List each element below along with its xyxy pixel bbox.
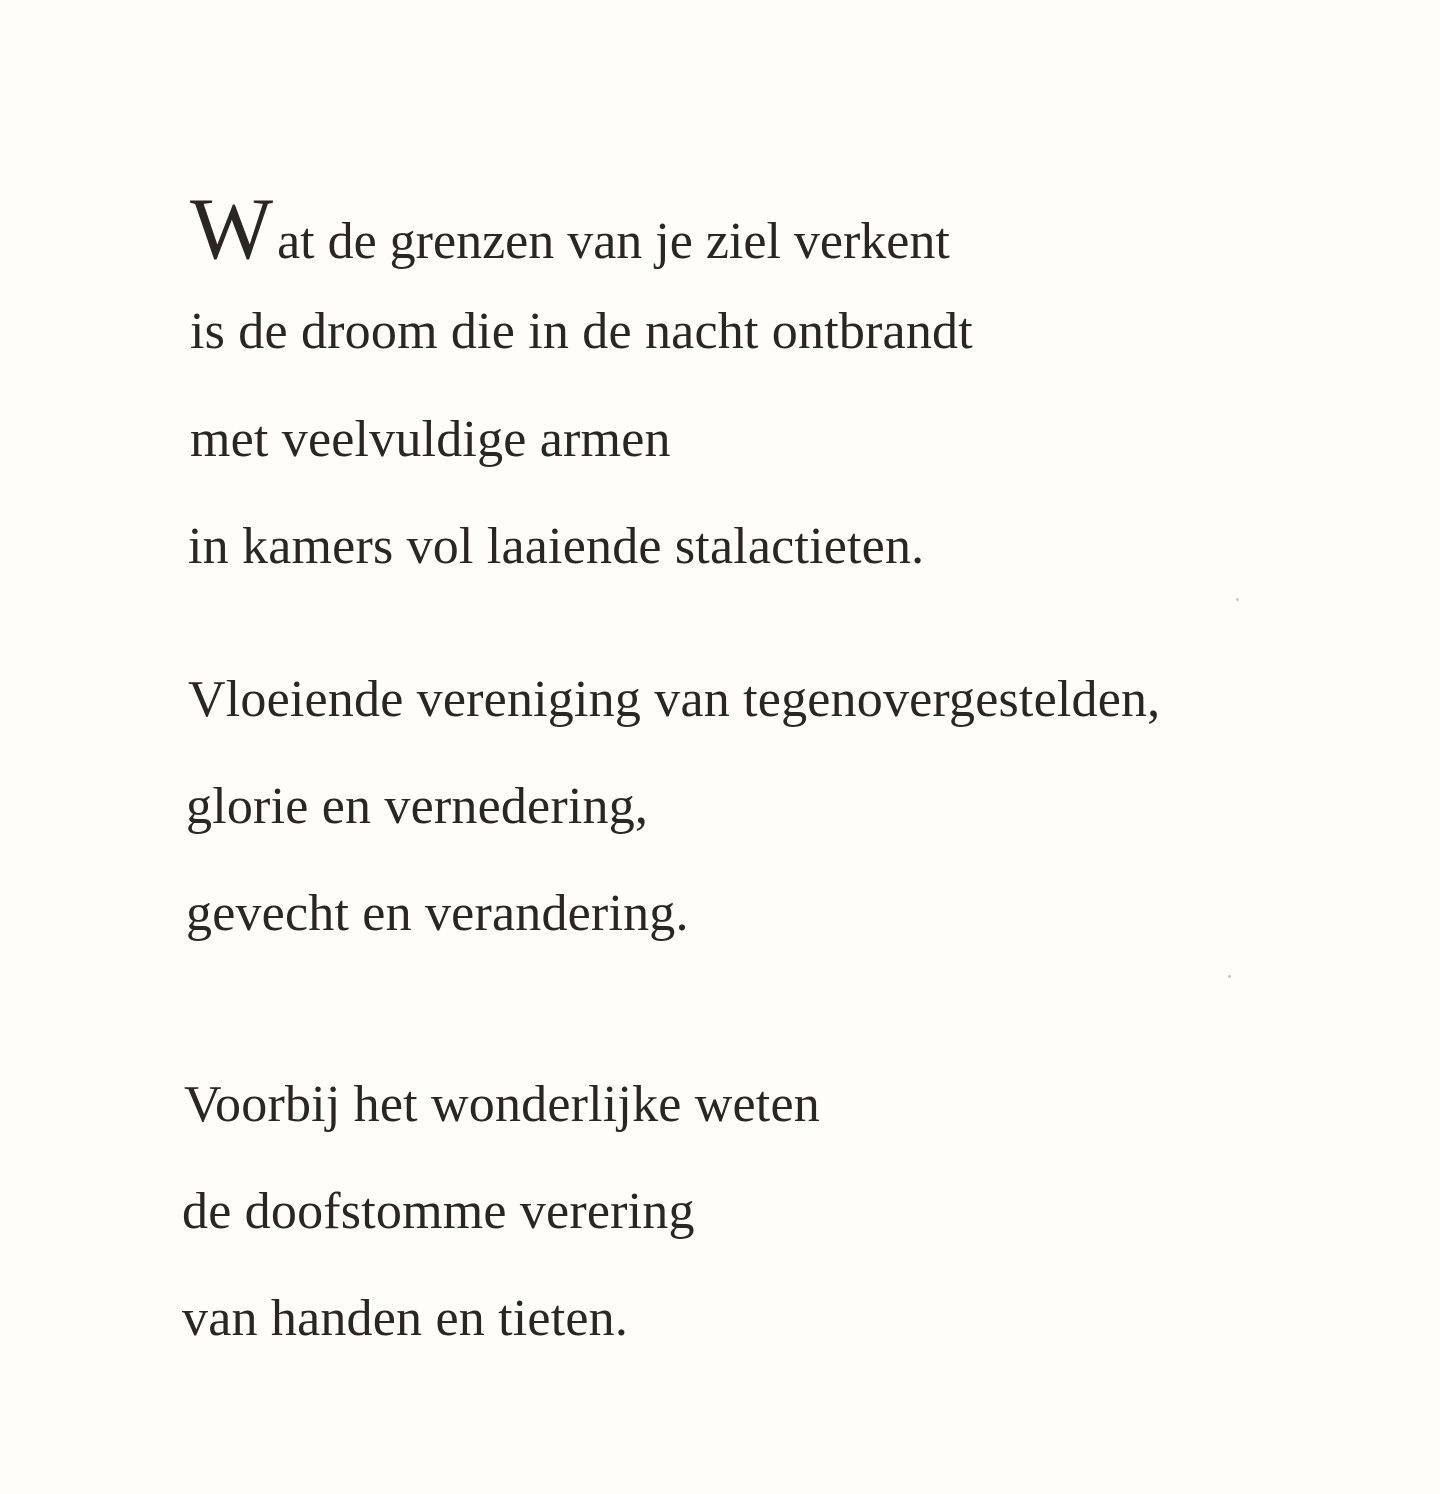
paper-speck [1236, 598, 1239, 601]
poem-line: gevecht en verandering. [186, 885, 689, 942]
poem-line [190, 181, 950, 278]
poem-line: Vloeiende vereniging van tegenovergestelden, [188, 671, 1161, 728]
poem-line: met veelvuldige armen [190, 411, 671, 468]
poem-line-text: at de grenzen van je ziel verkent [277, 213, 950, 270]
poem-line: Voorbij het wonderlijke weten [184, 1076, 820, 1133]
drop-cap: W [190, 181, 272, 278]
paper-speck [1228, 975, 1231, 978]
poem-line: van handen en tieten. [182, 1290, 629, 1347]
poem-line: de doofstomme verering [182, 1183, 695, 1240]
poem-line: glorie en vernedering, [186, 778, 649, 835]
poem-line: is de droom die in de nacht ontbrandt [190, 303, 973, 360]
poem-line: in kamers vol laaiende stalactieten. [188, 518, 925, 575]
